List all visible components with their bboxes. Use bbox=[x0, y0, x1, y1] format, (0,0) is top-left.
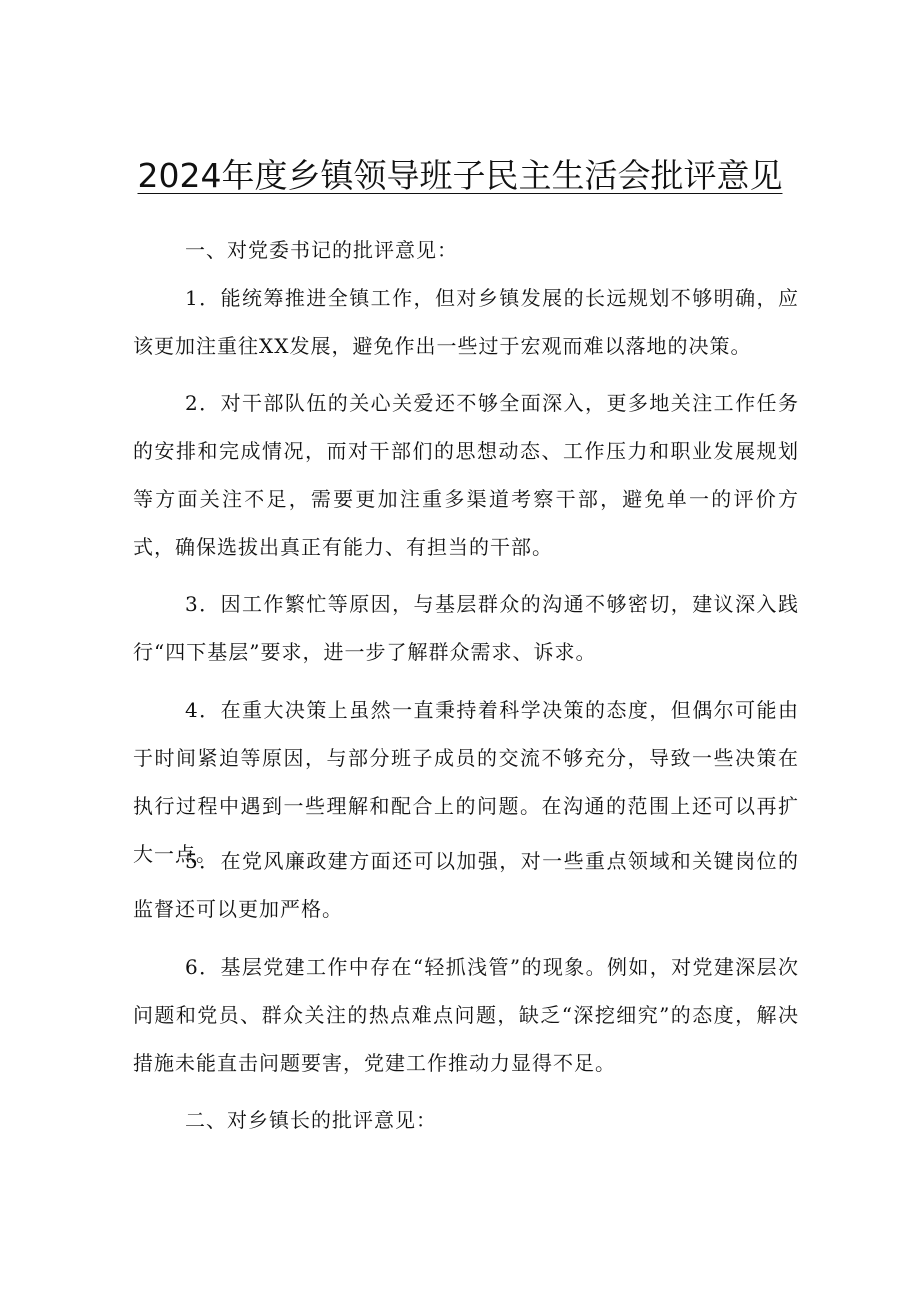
critique-item-5: 5．在党风廉政建方面还可以加强，对一些重点领域和关键岗位的监督还可以更加严格。 bbox=[133, 849, 799, 921]
critique-item-4: 4．在重大决策上虽然一直秉持着科学决策的态度，但偶尔可能由于时间紧迫等原因，与部分班子成员的交流不够充分，导致一些决策在执行过程中遇到一些理解和配合上的问题。在沟通的范围上还可以再扩大一点。 bbox=[133, 698, 799, 866]
critique-item-6: 6．基层党建工作中存在“轻抓浅管”的现象。例如，对党建深层次问题和党员、群众关注的热点难点问题，缺乏“深挖细究”的态度，解决措施未能直击问题要害，党建工作推动力显得不足。 bbox=[133, 955, 799, 1075]
critique-item-1: 1．能统筹推进全镇工作，但对乡镇发展的长远规划不够明确，应该更加注重往XX发展，避免作出一些过于宏观而难以落地的决策。 bbox=[133, 286, 799, 358]
section-heading-2: 二、对乡镇长的批评意见： bbox=[185, 1108, 437, 1132]
critique-item-2: 2．对干部队伍的关心关爱还不够全面深入，更多地关注工作任务的安排和完成情况，而对干部们的思想动态、工作压力和职业发展规划等方面关注不足，需要更加注重多渠道考察干部，避免单一的评价方式，确保选拔出真正有能力、有担当的干部。 bbox=[133, 391, 799, 559]
section-heading-1: 一、对党委书记的批评意见： bbox=[185, 238, 458, 262]
document-title: 2024年度乡镇领导班子民主生活会批评意见 bbox=[137, 156, 783, 195]
critique-item-3: 3．因工作繁忙等原因，与基层群众的沟通不够密切，建议深入践行“四下基层”要求，进一步了解群众需求、诉求。 bbox=[133, 592, 799, 664]
